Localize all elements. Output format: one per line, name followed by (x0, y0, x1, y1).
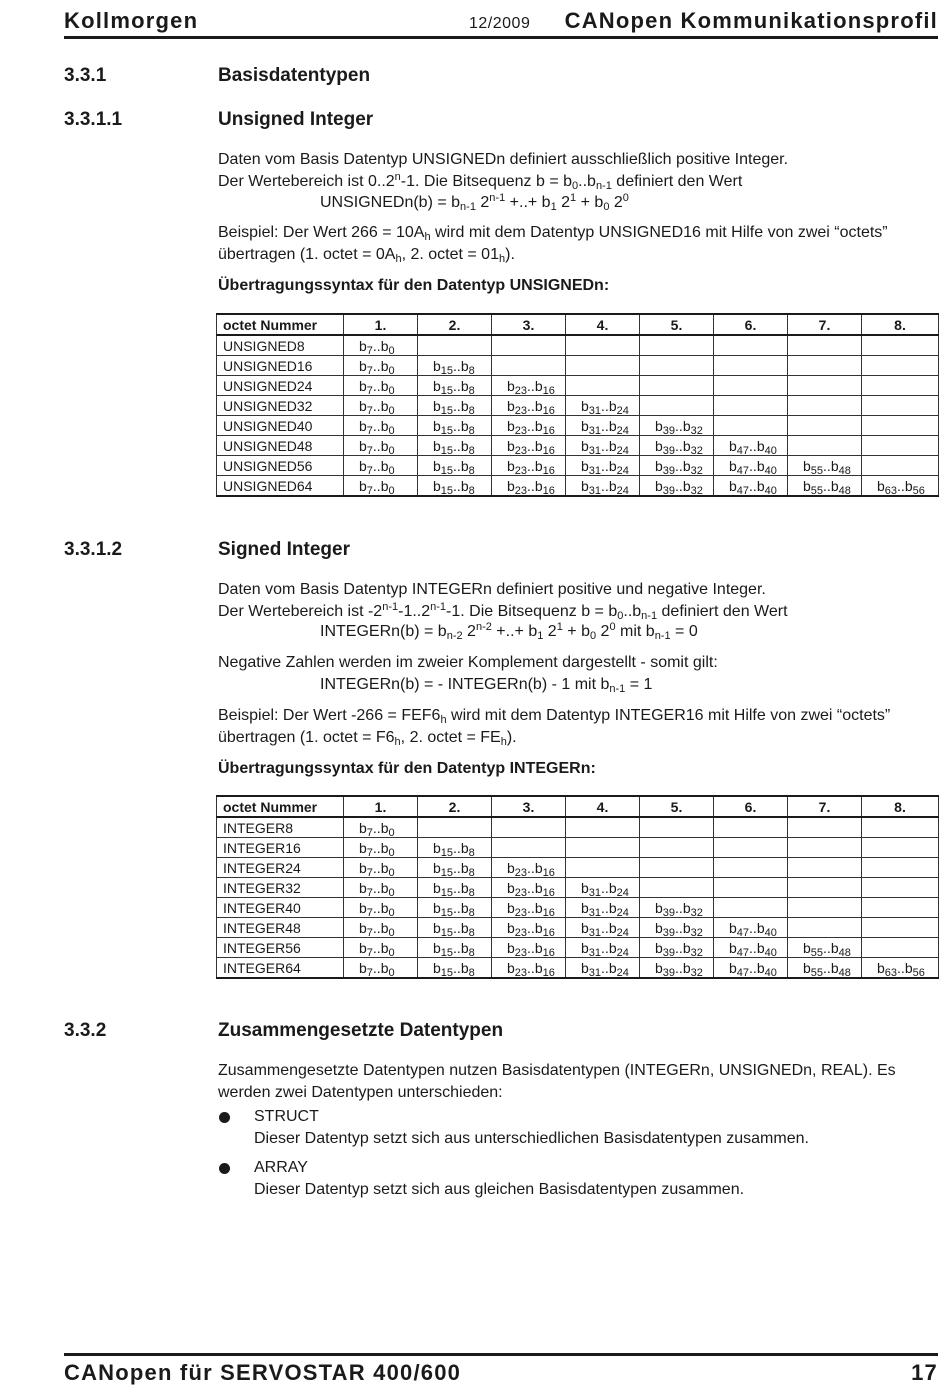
bit-range-cell (862, 436, 939, 456)
bit-range-cell: $b_{23}..b_{16}$ (492, 918, 566, 938)
section-title: Unsigned Integer (218, 109, 374, 130)
bit-range-cell: $b_{15}..b_8$ (418, 958, 492, 979)
column-header: octet Nummer (217, 796, 344, 817)
footer-rule (64, 1353, 938, 1356)
column-header: 6. (714, 796, 788, 817)
bit-range-cell (640, 817, 714, 838)
bit-range-cell: $b_{55}..b_{48}$ (788, 476, 862, 497)
bit-range-cell: $b_{31}..b_{24}$ (566, 456, 640, 476)
paragraph: Negative Zahlen werden im zweier Komplement dargestellt - somit gilt: (218, 654, 718, 671)
bit-range-cell: $b_{23}..b_{16}$ (492, 396, 566, 416)
bit-range-cell: $b_7..b_0$ (344, 436, 418, 456)
type-name-cell: UNSIGNED16 (217, 356, 344, 376)
bit-range-cell: $b_{47}..b_{40}$ (714, 436, 788, 456)
bit-range-cell: $b_{39}..b_{32}$ (640, 898, 714, 918)
bit-range-cell: $b_{23}..b_{16}$ (492, 938, 566, 958)
column-header: 4. (566, 796, 640, 817)
bit-range-cell: $b_{31}..b_{24}$ (566, 958, 640, 979)
syntax-title: Übertragungssyntax für den Datentyp UNSIGNEDn: (218, 277, 610, 294)
bit-range-cell (566, 817, 640, 838)
bit-range-cell (640, 858, 714, 878)
bit-range-cell: $b_{15}..b_8$ (418, 356, 492, 376)
example-paragraph: Beispiel: Der Wert $266 = 10A_h$ wird mit dem Datentyp UNSIGNED16 mit Hilfe von zwei “octets” übertragen (1. octet = $0A_h$, 2. octet = $01_h$). (218, 224, 888, 265)
bit-range-cell: $b_{23}..b_{16}$ (492, 878, 566, 898)
bit-range-cell: $b_{23}..b_{16}$ (492, 958, 566, 979)
bit-range-cell: $b_7..b_0$ (344, 356, 418, 376)
integer-syntax-table (216, 795, 939, 979)
paragraph: Daten vom Basis Datentyp INTEGERn definiert positive und negative Integer. Der Wertebereich ist -2$^{n-1}$-1..2$^{n-1}$-1. Die Bitsequenz $b = b_0..b_{n-1}$ definiert den Wert (218, 581, 788, 622)
section-title: Signed Integer (218, 539, 350, 560)
column-header: 4. (566, 314, 640, 335)
bit-range-cell: $b_{55}..b_{48}$ (788, 456, 862, 476)
bit-range-cell: $b_{39}..b_{32}$ (640, 938, 714, 958)
bit-range-cell: $b_{31}..b_{24}$ (566, 416, 640, 436)
bit-range-cell: $b_{15}..b_8$ (418, 858, 492, 878)
bit-range-cell: $b_{63}..b_{56}$ (862, 958, 939, 979)
bit-range-cell (566, 376, 640, 396)
bit-range-cell: $b_{39}..b_{32}$ (640, 476, 714, 497)
footer-left: CANopen für SERVOSTAR 400/600 (64, 1360, 462, 1385)
table-row (217, 416, 939, 436)
column-header: 8. (862, 796, 939, 817)
bit-range-cell: $b_{47}..b_{40}$ (714, 918, 788, 938)
table-row (217, 858, 939, 878)
bullet-icon (219, 1112, 230, 1123)
bit-range-cell (788, 858, 862, 878)
section-number: 3.3.1.1 (64, 109, 123, 130)
column-header: 6. (714, 314, 788, 335)
type-name-cell: INTEGER64 (217, 958, 344, 979)
table-row (217, 898, 939, 918)
column-header: 8. (862, 314, 939, 335)
column-header: 5. (640, 796, 714, 817)
type-name-cell: UNSIGNED56 (217, 456, 344, 476)
bit-range-cell: $b_{31}..b_{24}$ (566, 898, 640, 918)
table-row (217, 838, 939, 858)
list-item: STRUCT Dieser Datentyp setzt sich aus unterschiedlichen Basisdatentypen zusammen. (254, 1108, 809, 1147)
bit-range-cell (640, 335, 714, 356)
bit-range-cell (788, 817, 862, 838)
bit-range-cell: $b_7..b_0$ (344, 335, 418, 356)
bit-range-cell (788, 416, 862, 436)
bit-range-cell: $b_7..b_0$ (344, 376, 418, 396)
section-number: 3.3.1.2 (64, 539, 123, 560)
formula: UNSIGNEDn(b) = $b_{n-1}$ $2^{n-1}$ +..+ $b_1$ $2^1 + b_0$ $2^0$ (320, 192, 629, 213)
bit-range-cell (714, 838, 788, 858)
bit-range-cell: $b_{31}..b_{24}$ (566, 476, 640, 497)
bit-range-cell: $b_{47}..b_{40}$ (714, 456, 788, 476)
table-row (217, 817, 939, 838)
bit-range-cell (714, 416, 788, 436)
bit-range-cell (640, 356, 714, 376)
bit-range-cell (862, 838, 939, 858)
bit-range-cell (862, 376, 939, 396)
type-name-cell: UNSIGNED32 (217, 396, 344, 416)
column-header: 1. (344, 314, 418, 335)
type-name-cell: INTEGER32 (217, 878, 344, 898)
bit-range-cell (714, 858, 788, 878)
bit-range-cell: $b_{23}..b_{16}$ (492, 376, 566, 396)
type-name-cell: INTEGER8 (217, 817, 344, 838)
bit-range-cell: $b_7..b_0$ (344, 918, 418, 938)
bit-range-cell: $b_7..b_0$ (344, 817, 418, 838)
section-title: Basisdatentypen (218, 65, 371, 86)
header-date: 12/2009 (469, 15, 531, 32)
bit-range-cell (862, 356, 939, 376)
bit-range-cell (714, 898, 788, 918)
bit-range-cell (566, 858, 640, 878)
bit-range-cell (862, 898, 939, 918)
bit-range-cell (788, 918, 862, 938)
bit-range-cell: $b_{47}..b_{40}$ (714, 958, 788, 979)
bit-range-cell: $b_7..b_0$ (344, 456, 418, 476)
type-name-cell: UNSIGNED8 (217, 335, 344, 356)
bit-range-cell (862, 817, 939, 838)
bit-range-cell: $b_{55}..b_{48}$ (788, 958, 862, 979)
bit-range-cell (862, 335, 939, 356)
bit-range-cell: $b_{23}..b_{16}$ (492, 858, 566, 878)
bit-range-cell: $b_{15}..b_8$ (418, 416, 492, 436)
type-name-cell: INTEGER16 (217, 838, 344, 858)
bit-range-cell: $b_{15}..b_8$ (418, 878, 492, 898)
bit-range-cell: $b_7..b_0$ (344, 878, 418, 898)
syntax-title: Übertragungssyntax für den Datentyp INTEGERn: (218, 760, 596, 777)
bit-range-cell: $b_{39}..b_{32}$ (640, 958, 714, 979)
table-row (217, 918, 939, 938)
bit-range-cell (418, 817, 492, 838)
bit-range-cell: $b_{39}..b_{32}$ (640, 456, 714, 476)
bit-range-cell (862, 456, 939, 476)
section-title: Zusammengesetzte Datentypen (218, 1020, 504, 1041)
bit-range-cell (862, 858, 939, 878)
bit-range-cell: $b_{31}..b_{24}$ (566, 918, 640, 938)
bit-range-cell: $b_7..b_0$ (344, 958, 418, 979)
bit-range-cell (788, 878, 862, 898)
bit-range-cell (566, 356, 640, 376)
bit-range-cell (492, 335, 566, 356)
column-header: 2. (418, 796, 492, 817)
bit-range-cell (714, 817, 788, 838)
bit-range-cell: $b_{23}..b_{16}$ (492, 456, 566, 476)
bit-range-cell: $b_{15}..b_8$ (418, 898, 492, 918)
bit-range-cell (788, 396, 862, 416)
formula: INTEGERn(b) = $b_{n-2}$ $2^{n-2}$ +..+ $b_1$ $2^1 + b_0$ $2^0$ mit $b_{n-1} = 0$ (320, 621, 698, 642)
example-paragraph: Beispiel: Der Wert $-266 = FEF6_h$ wird mit dem Datentyp INTEGER16 mit Hilfe von zwei “octets” übertragen (1. octet = $F6_h$, 2. octet = $FE_h$). (218, 707, 891, 748)
bit-range-cell (714, 356, 788, 376)
paragraph: Zusammengesetzte Datentypen nutzen Basisdatentypen (INTEGERn, UNSIGNEDn, REAL). Es werden zwei Datentypen unterschieden: (218, 1062, 896, 1101)
bullet-icon (219, 1163, 230, 1174)
type-name-cell: UNSIGNED64 (217, 476, 344, 497)
column-header: 3. (492, 796, 566, 817)
bit-range-cell (640, 878, 714, 898)
bit-range-cell: $b_{47}..b_{40}$ (714, 938, 788, 958)
table-row (217, 356, 939, 376)
type-name-cell: INTEGER40 (217, 898, 344, 918)
bit-range-cell: $b_{15}..b_8$ (418, 436, 492, 456)
column-header: octet Nummer (217, 314, 344, 335)
bit-range-cell (714, 335, 788, 356)
bit-range-cell (714, 376, 788, 396)
bit-range-cell (862, 918, 939, 938)
unsigned-syntax-table (216, 313, 939, 497)
bit-range-cell: $b_{39}..b_{32}$ (640, 918, 714, 938)
column-header: 7. (788, 796, 862, 817)
column-header: 3. (492, 314, 566, 335)
table-row (217, 938, 939, 958)
bit-range-cell (714, 396, 788, 416)
bit-range-cell: $b_{15}..b_8$ (418, 376, 492, 396)
bit-range-cell: $b_{23}..b_{16}$ (492, 436, 566, 456)
bit-range-cell (566, 838, 640, 858)
table-row (217, 335, 939, 356)
column-header: 1. (344, 796, 418, 817)
bit-range-cell: $b_{15}..b_8$ (418, 938, 492, 958)
bit-range-cell: $b_7..b_0$ (344, 858, 418, 878)
section-number: 3.3.2 (64, 1020, 107, 1041)
column-header: 2. (418, 314, 492, 335)
bit-range-cell: $b_{31}..b_{24}$ (566, 878, 640, 898)
column-header: 7. (788, 314, 862, 335)
bit-range-cell: $b_{31}..b_{24}$ (566, 396, 640, 416)
type-name-cell: INTEGER48 (217, 918, 344, 938)
page-number: 17 (911, 1360, 938, 1385)
bit-range-cell: $b_{47}..b_{40}$ (714, 476, 788, 497)
bit-range-cell: $b_{15}..b_8$ (418, 476, 492, 497)
bit-range-cell: $b_{23}..b_{16}$ (492, 898, 566, 918)
bit-range-cell (862, 938, 939, 958)
bit-range-cell: $b_{31}..b_{24}$ (566, 938, 640, 958)
bit-range-cell (788, 838, 862, 858)
bit-range-cell: $b_{15}..b_8$ (418, 396, 492, 416)
bit-range-cell (492, 356, 566, 376)
bit-range-cell (788, 356, 862, 376)
type-name-cell: UNSIGNED24 (217, 376, 344, 396)
paragraph: Daten vom Basis Datentyp UNSIGNEDn definiert ausschließlich positive Integer. Der Wertebereich ist 0..2$^n$-1. Die Bitsequenz $b = b_0..b_{n-1}$ definiert den Wert (218, 151, 789, 192)
header-right: CANopen Kommunikationsprofil (564, 8, 938, 33)
table-row (217, 476, 939, 497)
formula: INTEGERn(b) = - INTEGERn(b) - 1 mit $b_{n-1} = 1$ (320, 676, 653, 695)
bit-range-cell: $b_7..b_0$ (344, 476, 418, 497)
bit-range-cell: $b_{23}..b_{16}$ (492, 476, 566, 497)
bit-range-cell: $b_7..b_0$ (344, 898, 418, 918)
bit-range-cell: $b_{15}..b_8$ (418, 838, 492, 858)
bit-range-cell: $b_{15}..b_8$ (418, 456, 492, 476)
bit-range-cell: $b_{39}..b_{32}$ (640, 436, 714, 456)
header-rule (64, 36, 938, 39)
column-header: 5. (640, 314, 714, 335)
bit-range-cell (640, 376, 714, 396)
bit-range-cell (714, 878, 788, 898)
bit-range-cell: $b_{63}..b_{56}$ (862, 476, 939, 497)
table-row (217, 456, 939, 476)
bit-range-cell (492, 817, 566, 838)
bit-range-cell: $b_7..b_0$ (344, 396, 418, 416)
bit-range-cell (788, 436, 862, 456)
bit-range-cell (862, 416, 939, 436)
table-row (217, 436, 939, 456)
type-name-cell: UNSIGNED48 (217, 436, 344, 456)
type-name-cell: UNSIGNED40 (217, 416, 344, 436)
bit-range-cell (418, 335, 492, 356)
table-row (217, 958, 939, 979)
bit-range-cell: $b_{39}..b_{32}$ (640, 416, 714, 436)
bit-range-cell: $b_7..b_0$ (344, 938, 418, 958)
bit-range-cell: $b_7..b_0$ (344, 416, 418, 436)
table-row (217, 878, 939, 898)
bit-range-cell (640, 396, 714, 416)
type-name-cell: INTEGER24 (217, 858, 344, 878)
bit-range-cell (788, 898, 862, 918)
bit-range-cell: $b_{23}..b_{16}$ (492, 416, 566, 436)
header-left: Kollmorgen (64, 8, 199, 33)
bit-range-cell: $b_{55}..b_{48}$ (788, 938, 862, 958)
bit-range-cell (788, 376, 862, 396)
bit-range-cell (492, 838, 566, 858)
bit-range-cell: $b_{15}..b_8$ (418, 918, 492, 938)
bit-range-cell (862, 396, 939, 416)
list-item: ARRAY Dieser Datentyp setzt sich aus gleichen Basisdatentypen zusammen. (254, 1159, 745, 1198)
bit-range-cell: $b_7..b_0$ (344, 838, 418, 858)
bit-range-cell (862, 878, 939, 898)
bit-range-cell (640, 838, 714, 858)
table-row (217, 396, 939, 416)
type-name-cell: INTEGER56 (217, 938, 344, 958)
bit-range-cell (566, 335, 640, 356)
table-row (217, 376, 939, 396)
section-number: 3.3.1 (64, 65, 107, 86)
bit-range-cell: $b_{31}..b_{24}$ (566, 436, 640, 456)
bit-range-cell (788, 335, 862, 356)
